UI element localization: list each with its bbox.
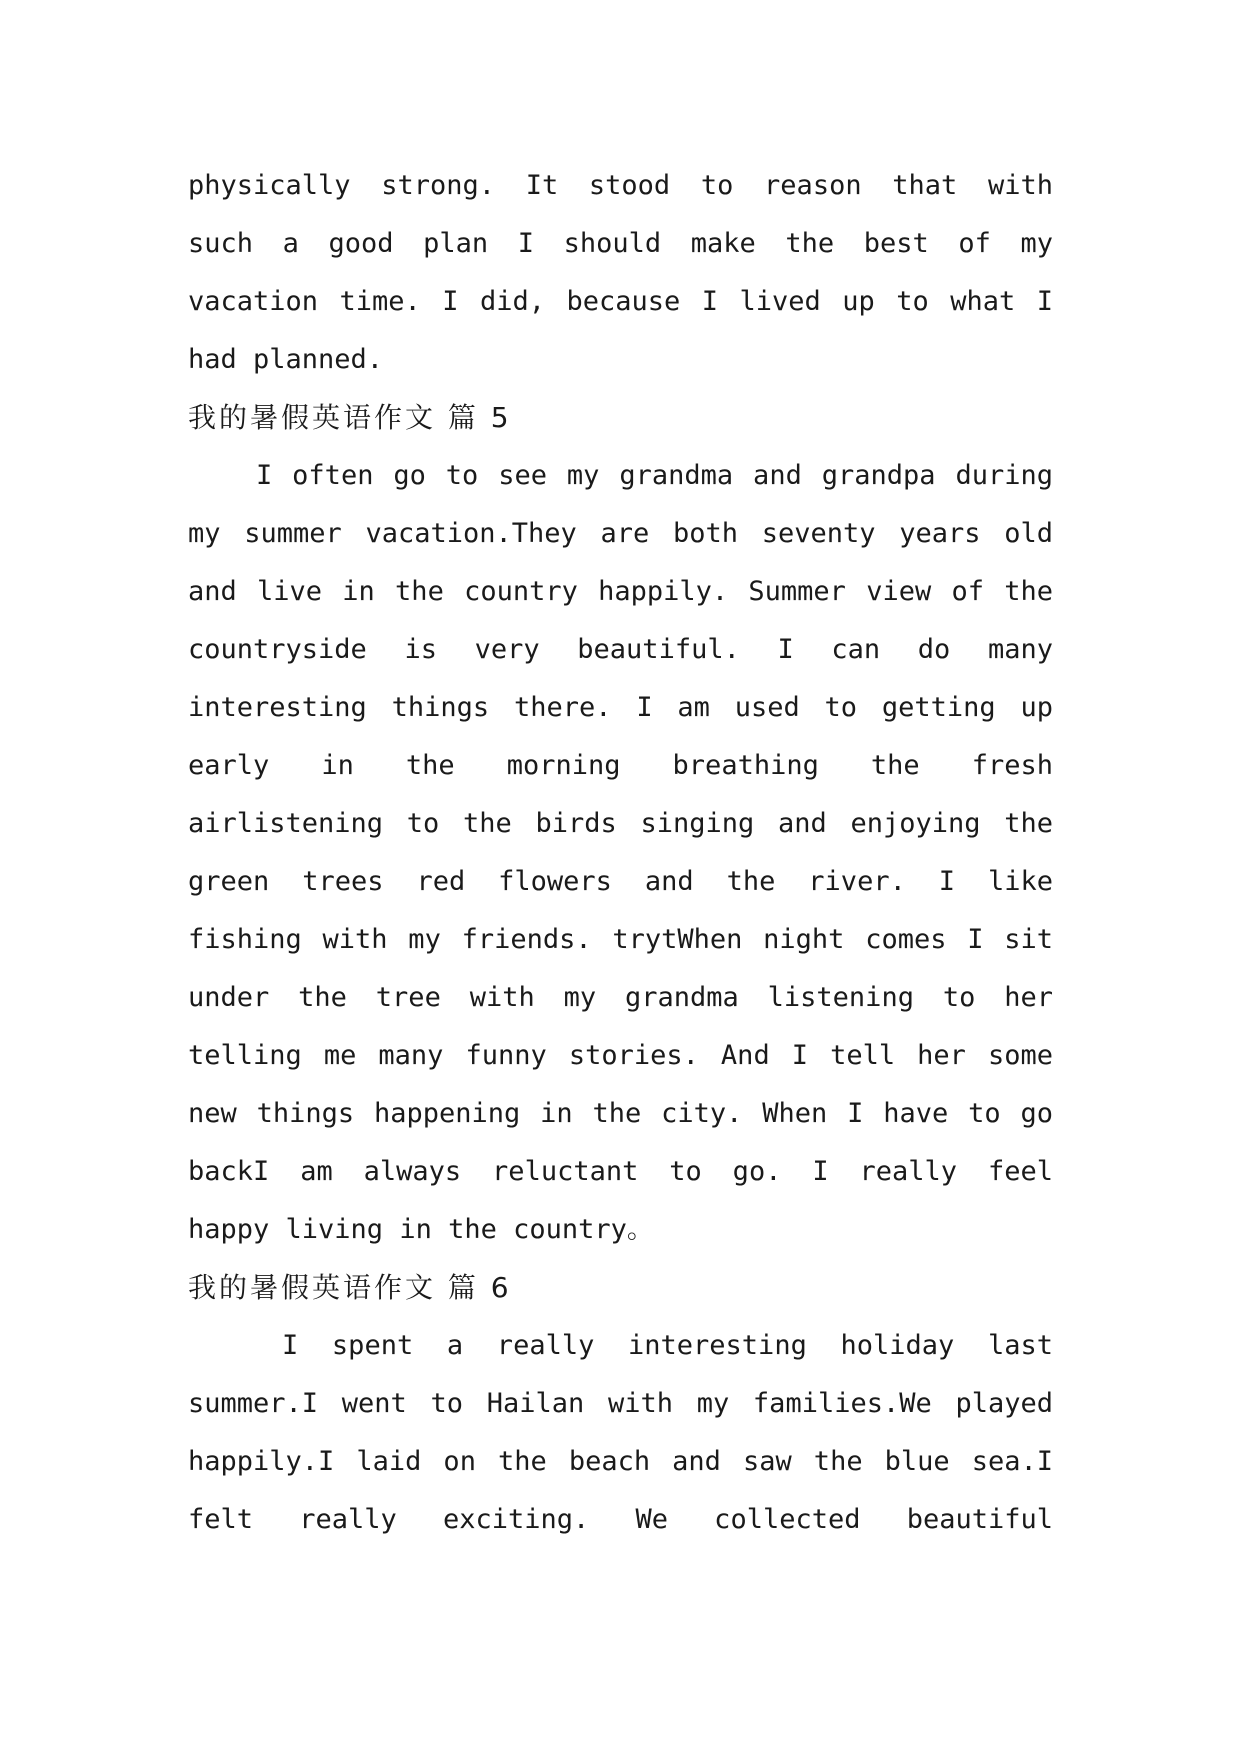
text-line: and live in the country happily. Summer view of the — [188, 576, 1053, 607]
text-line: fishing with my friends. trytWhen night comes I sit — [188, 924, 1053, 955]
text-line: vacation time. I did, because I lived up to what I — [188, 286, 1053, 317]
text-line: had planned. — [188, 344, 384, 375]
text-line: felt really exciting. We collected beautiful — [188, 1504, 1053, 1535]
text-line: countryside is very beautiful. I can do many — [188, 634, 1053, 665]
text-line: backI am always reluctant to go. I really feel — [188, 1156, 1053, 1187]
text-line: telling me many funny stories. And I tell her some — [188, 1040, 1053, 1071]
text-line: happy living in the country。 — [188, 1214, 654, 1245]
text-line: airlistening to the birds singing and enjoying the — [188, 808, 1053, 839]
text-line: summer.I went to Hailan with my families.We played — [188, 1388, 1053, 1419]
text-line: such a good plan I should make the best of my — [188, 228, 1053, 259]
text-line: my summer vacation.They are both seventy years old — [188, 518, 1053, 549]
section-heading: 我的暑假英语作文 篇 6 — [188, 1271, 512, 1304]
text-line: physically strong. It stood to reason that with — [188, 170, 1053, 201]
text-line: under the tree with my grandma listening to her — [188, 982, 1053, 1013]
text-line: new things happening in the city. When I have to go — [188, 1098, 1053, 1129]
text-line: green trees red flowers and the river. I like — [188, 866, 1053, 897]
text-line: happily.I laid on the beach and saw the blue sea.I — [188, 1446, 1053, 1477]
text-line: early in the morning breathing the fresh — [188, 750, 1053, 781]
text-line: I often go to see my grandma and grandpa during — [256, 460, 1053, 491]
text-line: I spent a really interesting holiday last — [282, 1330, 1053, 1361]
text-line: interesting things there. I am used to getting up — [188, 692, 1053, 723]
section-heading: 我的暑假英语作文 篇 5 — [188, 401, 512, 434]
